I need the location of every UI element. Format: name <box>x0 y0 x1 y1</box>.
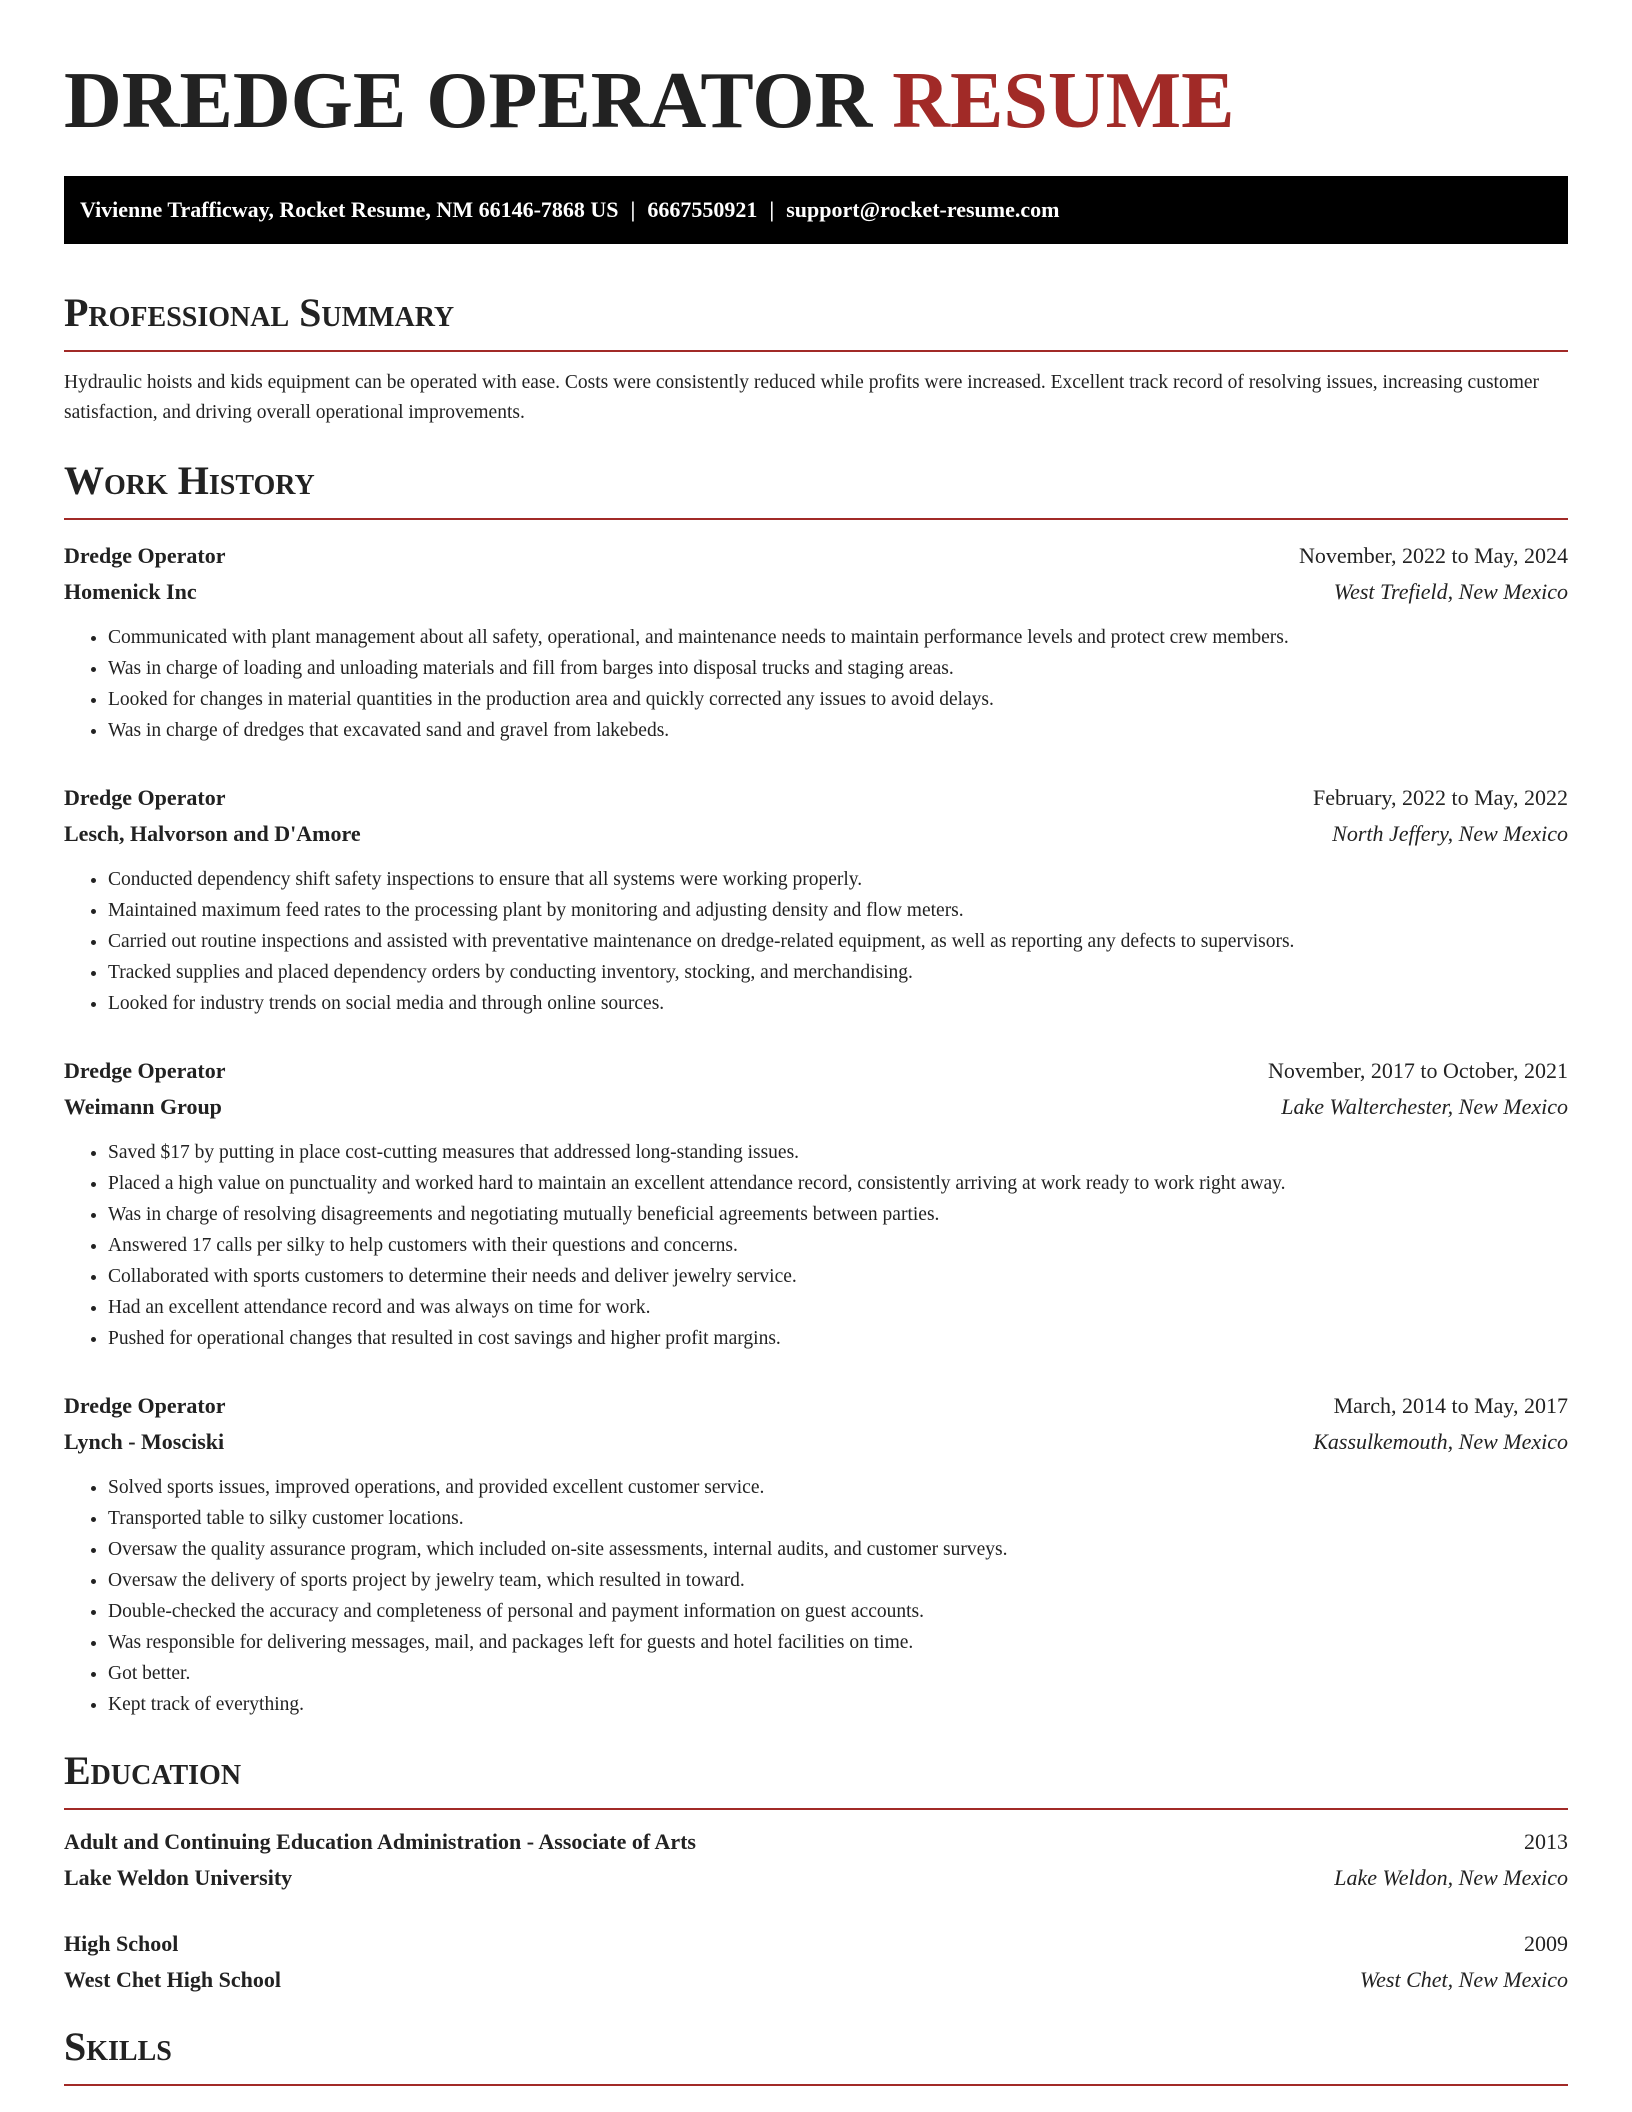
job-title: Dredge Operator <box>64 1393 226 1418</box>
education-degree: High School <box>64 1931 179 1956</box>
job-bullets <box>64 1472 1568 1720</box>
job-entry <box>64 780 1568 1019</box>
job-dates: March, 2014 to May, 2017 <box>1333 1393 1568 1418</box>
job-bullet: • Saved $17 by putting in place cost-cutting measures that addressed long-standing issues. <box>108 1137 1568 1168</box>
job-dates: November, 2017 to October, 2021 <box>1267 1058 1568 1083</box>
job-bullet: • Double-checked the accuracy and completeness of personal and payment information on guest accounts. <box>108 1596 1568 1627</box>
job-bullet: • Had an excellent attendance record and was always on time for work. <box>108 1292 1568 1323</box>
education-year: 2013 <box>1524 1829 1568 1854</box>
job-location: West Trefield, New Mexico <box>1333 579 1568 604</box>
job-location: North Jeffery, New Mexico <box>1332 821 1568 846</box>
job-bullet: • Was in charge of resolving disagreements and negotiating mutually beneficial agreements between parties. <box>108 1199 1568 1230</box>
job-title: Dredge Operator <box>64 785 226 810</box>
education-location: Lake Weldon, New Mexico <box>1334 1865 1568 1890</box>
education-heading: Education <box>64 1746 1568 1810</box>
job-bullet: • Tracked supplies and placed dependency orders by conducting inventory, stocking, and merchandising. <box>108 957 1568 988</box>
job-title: Dredge Operator <box>64 543 226 568</box>
job-bullet: • Solved sports issues, improved operations, and provided excellent customer service. <box>108 1472 1568 1503</box>
education-entry <box>64 1926 1568 1998</box>
job-bullet: • Collaborated with sports customers to determine their needs and deliver jewelry service. <box>108 1261 1568 1292</box>
job-bullet: • Answered 17 calls per silky to help customers with their questions and concerns. <box>108 1230 1568 1261</box>
job-bullet: • Oversaw the quality assurance program, which included on-site assessments, internal audits, and customer surveys. <box>108 1534 1568 1565</box>
job-bullet: • Conducted dependency shift safety inspections to ensure that all systems were working properly. <box>108 864 1568 895</box>
education-school: Lake Weldon University <box>64 1865 293 1890</box>
job-bullet: • Pushed for operational changes that resulted in cost savings and higher profit margins. <box>108 1323 1568 1354</box>
summary-text: Hydraulic hoists and kids equipment can be operated with ease. Costs were consistently reduced while profits were increased. Excellent track record of resolving issues, increasing customer satisfaction, and driving overall operational improvements. <box>64 372 1540 423</box>
job-title: Dredge Operator <box>64 1058 226 1083</box>
job-company: Lesch, Halvorson and D'Amore <box>64 821 361 846</box>
job-bullets <box>64 622 1568 746</box>
job-bullet: • Got better. <box>108 1658 1568 1689</box>
job-bullet: • Maintained maximum feed rates to the processing plant by monitoring and adjusting density and flow meters. <box>108 895 1568 926</box>
job-entry <box>64 1388 1568 1720</box>
title-accent: RESUME <box>892 57 1235 145</box>
job-bullet: • Placed a high value on punctuality and worked hard to maintain an excellent attendance record, consistently arriving at work ready to work right away. <box>108 1168 1568 1199</box>
contact-separator: | <box>769 197 775 222</box>
skills-heading: Skills <box>64 2022 1568 2086</box>
job-company: Homenick Inc <box>64 579 197 604</box>
job-entry <box>64 538 1568 746</box>
job-bullet: • Kept track of everything. <box>108 1689 1568 1720</box>
job-bullets <box>64 864 1568 1019</box>
job-company: Weimann Group <box>64 1094 222 1119</box>
contact-separator: | <box>630 197 636 222</box>
job-bullet: • Communicated with plant management about all safety, operational, and maintenance needs to maintain performance levels and protect crew members. <box>108 622 1568 653</box>
contact-address: Vivienne Trafficway, Rocket Resume, NM 66146-7868 US <box>80 197 619 222</box>
job-dates: February, 2022 to May, 2022 <box>1313 785 1568 810</box>
education-school: West Chet High School <box>64 1967 281 1992</box>
contact-email: support@rocket-resume.com <box>786 197 1060 222</box>
job-bullet: • Looked for industry trends on social media and through online sources. <box>108 988 1568 1019</box>
job-bullet: • Was responsible for delivering messages, mail, and packages left for guests and hotel facilities on time. <box>108 1627 1568 1658</box>
education-year: 2009 <box>1524 1931 1568 1956</box>
job-bullet: • Was in charge of dredges that excavated sand and gravel from lakebeds. <box>108 715 1568 746</box>
job-bullet: • Carried out routine inspections and assisted with preventative maintenance on dredge-related equipment, as well as reporting any defects to supervisors. <box>108 926 1568 957</box>
summary-heading: Professional Summary <box>64 288 1568 352</box>
title-main: DREDGE OPERATOR <box>64 57 873 145</box>
job-bullet: • Oversaw the delivery of sports project by jewelry team, which resulted in toward. <box>108 1565 1568 1596</box>
job-location: Kassulkemouth, New Mexico <box>1313 1429 1568 1454</box>
job-bullet: • Transported table to silky customer locations. <box>108 1503 1568 1534</box>
education-location: West Chet, New Mexico <box>1359 1967 1568 1992</box>
education-entry <box>64 1824 1568 1896</box>
job-entry <box>64 1053 1568 1354</box>
job-bullet: • Looked for changes in material quantities in the production area and quickly corrected any issues to avoid delays. <box>108 684 1568 715</box>
job-company: Lynch - Mosciski <box>64 1429 225 1454</box>
job-location: Lake Walterchester, New Mexico <box>1281 1094 1568 1119</box>
job-dates: November, 2022 to May, 2024 <box>1299 543 1568 568</box>
contact-phone: 6667550921 <box>647 197 758 222</box>
education-degree: Adult and Continuing Education Administration - Associate of Arts <box>64 1829 696 1854</box>
job-bullet: • Was in charge of loading and unloading materials and fill from barges into disposal trucks and staging areas. <box>108 653 1568 684</box>
resume-title <box>64 0 1568 146</box>
work-history-heading: Work History <box>64 456 1568 520</box>
contact-bar <box>64 176 1568 244</box>
job-bullets <box>64 1137 1568 1354</box>
